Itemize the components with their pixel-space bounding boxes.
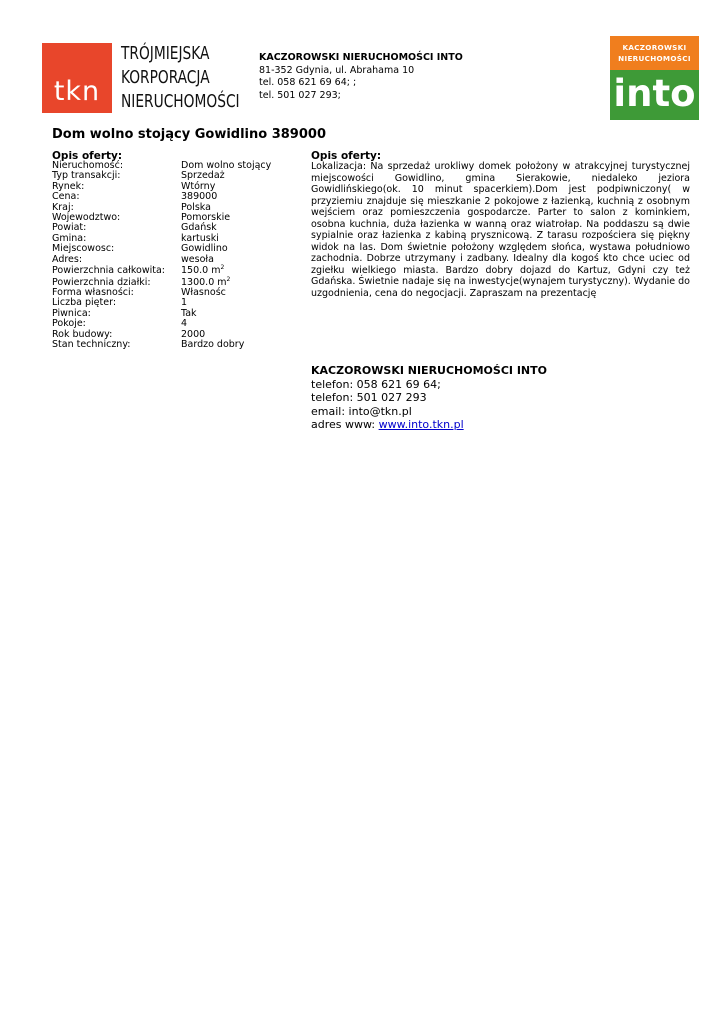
detail-value-text: Sprzedaż xyxy=(181,170,225,182)
detail-value-text: kartuski xyxy=(181,232,219,244)
tkn-logo-text: tkn xyxy=(53,76,101,107)
detail-value-text: Gdańsk xyxy=(181,222,217,234)
description-text: Lokalizacja: Na sprzedaż urokliwy domek położony w atrakcyjnej turystycznej miejscowości Gowidlino, gmina Sierakowie, niedaleko jeziora Gowidlińskiego(ok. 10 minut spacerkiem).Dom jest podpiwniczony( w przyziemiu znajduje się mieszkanie 2 pokojowe z łazienką, kuchnią z osobnym wejściem oraz pomieszczenia gospodarcze. Parter to salon z kominkiem, osobna kuchnia, duża łazienka w wanną oraz wiatrołap. Na poddaszu są dwie sypialnie oraz łazienka z kabiną prysznicową. Z tarasu rozpościera się piękny widok na las. Dom świetnie położony względem słońca, wystawa południowo zachodnia. Dobrze utrzymany i zadbany. Idealny dla kogoś kto chce uciec od zgiełku wielkiego miasta. Bardzo dobry dojazd do Kartuz, Gdyni czy też Gdańska. Świetnie nadaje się na inwestycje(wynajem turystyczny). Wydanie do uzgodnienia, cena do negocjacji. Zapraszam na prezentację xyxy=(311,161,690,299)
detail-label: Pokoje: xyxy=(52,318,86,330)
into-logo xyxy=(610,36,699,120)
detail-label: Cena: xyxy=(52,191,80,203)
header-tel-1: tel. 058 621 69 64; ; xyxy=(259,77,357,88)
detail-label: Powierzchnia całkowita: xyxy=(52,265,165,277)
detail-value xyxy=(181,255,214,265)
contact-www-label: adres www: xyxy=(311,418,379,431)
detail-value xyxy=(181,265,224,277)
tkn-word-1: TRÓJMIEJSKA xyxy=(121,43,210,64)
detail-label: Stan techniczny: xyxy=(52,339,131,351)
detail-value xyxy=(181,340,244,350)
detail-value-text: Polska xyxy=(181,201,211,213)
detail-row xyxy=(52,265,271,277)
detail-value-text: Pomorskie xyxy=(181,212,231,224)
offer-title: Dom wolno stojący Gowidlino 389000 xyxy=(52,127,326,142)
tkn-word-3: NIERUCHOMOŚCI xyxy=(121,91,240,112)
detail-row xyxy=(52,244,271,254)
detail-value-text: Własnośc xyxy=(181,287,226,299)
detail-value-text: 1300.0 m xyxy=(181,276,227,288)
header-tel-2: tel. 501 027 293; xyxy=(259,89,341,101)
detail-label: Piwnica: xyxy=(52,307,91,319)
into-logo-line-1: KACZOROWSKI xyxy=(622,43,687,52)
detail-row xyxy=(52,192,271,202)
unit-exponent: 2 xyxy=(226,275,231,283)
detail-label: Kraj: xyxy=(52,201,74,213)
detail-label: Forma własności: xyxy=(52,287,134,299)
header-company-info xyxy=(259,52,463,102)
tkn-logo-mark xyxy=(42,43,112,113)
contact-www xyxy=(311,418,547,432)
details-heading: Opis oferty: xyxy=(52,150,123,162)
detail-value-text: 389000 xyxy=(181,191,218,203)
detail-row xyxy=(52,255,271,265)
contact-block xyxy=(311,364,547,432)
detail-row xyxy=(52,182,271,192)
detail-label: Liczba pięter: xyxy=(52,297,117,309)
into-logo-word: into xyxy=(610,70,699,120)
contact-phone-2: telefon: 501 027 293 xyxy=(311,391,427,404)
detail-label: Rynek: xyxy=(52,180,85,192)
detail-value-text: 4 xyxy=(181,318,188,330)
detail-row xyxy=(52,340,271,350)
contact-www-link[interactable]: www.into.tkn.pl xyxy=(378,418,464,431)
detail-label: Rok budowy: xyxy=(52,328,113,340)
detail-label: Miejscowosc: xyxy=(52,243,115,255)
detail-label: Adres: xyxy=(52,253,83,265)
detail-value xyxy=(181,288,226,298)
detail-label: Typ transakcji: xyxy=(52,170,121,182)
contact-email: email: into@tkn.pl xyxy=(311,404,412,418)
detail-label: Gmina: xyxy=(52,232,87,244)
into-logo-top xyxy=(610,36,699,70)
into-logo-line-2: NIERUCHOMOŚCI xyxy=(618,54,691,63)
detail-label: Powierzchnia działki: xyxy=(52,276,151,288)
detail-value-text: 1 xyxy=(181,297,188,309)
header-company-name: KACZOROWSKI NIERUCHOMOŚCI INTO xyxy=(259,52,463,63)
detail-value-text: 2000 xyxy=(181,328,206,340)
detail-label: Nieruchomość: xyxy=(52,160,124,171)
description-heading: Opis oferty: xyxy=(311,150,382,162)
detail-value-text: Bardzo dobry xyxy=(181,339,245,351)
detail-value-text: Gowidlino xyxy=(181,243,228,255)
detail-label: Powiat: xyxy=(52,222,87,234)
tkn-logo-wordmark xyxy=(121,42,240,114)
tkn-word-2: KORPORACJA xyxy=(121,67,210,88)
details-list xyxy=(52,161,271,351)
detail-value-text: 150.0 m xyxy=(181,265,221,277)
contact-phone-1: telefon: 058 621 69 64; xyxy=(311,377,441,391)
unit-exponent: 2 xyxy=(220,264,225,272)
header-address: 81-352 Gdynia, ul. Abrahama 10 xyxy=(259,64,415,76)
detail-value-text: Wtórny xyxy=(181,180,216,192)
detail-row xyxy=(52,171,271,181)
detail-value-text: Tak xyxy=(181,307,197,319)
detail-value-text: Dom wolno stojący xyxy=(181,160,272,171)
detail-value-text: wesoła xyxy=(181,253,214,265)
contact-company: KACZOROWSKI NIERUCHOMOŚCI INTO xyxy=(311,364,547,377)
detail-label: Wojewodztwo: xyxy=(52,212,121,224)
